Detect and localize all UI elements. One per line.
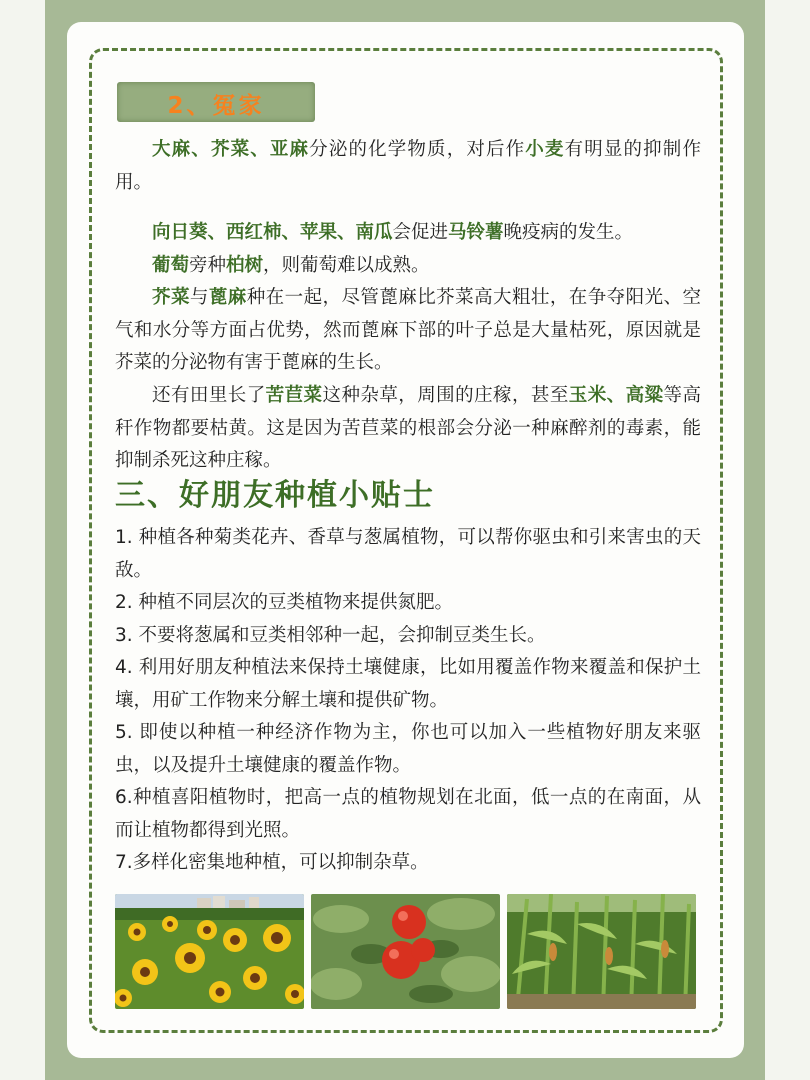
body-text: 晚疫病的发生。 (503, 222, 634, 243)
highlight-term: 葡萄 (152, 255, 190, 276)
highlight-term: 芥菜 (152, 287, 190, 308)
body-text: 种在一起，尽管蓖麻比芥菜高大粗壮，在争夺阳光、空气和水分等方面占优势，然而蓖麻下部的叶子总是大量枯死，原因就是芥菜的分泌物有害于蓖麻的生长。 (115, 287, 701, 373)
paragraph-2 (115, 217, 701, 250)
tip-item: 6.种植喜阳植物时，把高一点的植物规划在北面，低一点的在南面，从而让植物都得到光照。 (115, 787, 701, 841)
highlight-term: 玉米、高粱 (568, 385, 664, 406)
tip-item: 2. 种植不同层次的豆类植物来提供氮肥。 (115, 592, 454, 613)
body-text: 会促进 (392, 222, 449, 243)
corn-photo (507, 894, 696, 1009)
highlight-term: 向日葵、西红柿、苹果、南瓜 (152, 222, 393, 243)
paragraph-5 (115, 380, 701, 478)
section-tag (117, 82, 315, 122)
right-margin (765, 0, 810, 1080)
corn-image (507, 894, 696, 1009)
tip-item: 7.多样化密集地种植，可以抑制杂草。 (115, 852, 429, 873)
photo-row (115, 894, 695, 1009)
sunflower-photo (115, 894, 304, 1009)
tip-item: 1. 种植各种菊类花卉、香草与葱属植物，可以帮你驱虫和引来害虫的天敌。 (115, 527, 701, 581)
tip-item: 3. 不要将葱属和豆类相邻种一起，会抑制豆类生长。 (115, 624, 546, 646)
body-text: 有明显的抑制作用。 (115, 139, 701, 193)
paragraph-4 (115, 282, 701, 380)
tomato-photo (311, 894, 500, 1009)
body-text: 还有田里长了 (152, 385, 266, 406)
content-card (67, 22, 744, 1058)
section-tag-label: 2、冤家 (167, 93, 265, 119)
body-text: 分泌的化学物质，对后作 (309, 139, 526, 160)
highlight-term: 苦苣菜 (265, 385, 323, 406)
left-margin (0, 0, 45, 1080)
highlight-term: 马铃薯 (448, 222, 504, 243)
highlight-term: 大麻、芥菜、亚麻 (152, 139, 310, 160)
body-text: 与 (189, 287, 209, 308)
tip-item: 5. 即使以种植一种经济作物为主，你也可以加入一些植物好朋友来驱虫，以及提升土壤健康的覆盖作物。 (115, 722, 701, 776)
highlight-term: 小麦 (525, 139, 565, 160)
tomato-image (311, 894, 500, 1009)
highlight-term: 柏树 (226, 255, 264, 276)
body-text: 等高秆作物都要枯黄。这是因为苦苣菜的根部会分泌一种麻醉剂的毒素，能抑制杀死这种庄稼。 (115, 385, 701, 471)
paragraph-1 (115, 134, 701, 199)
body-text: 这种杂草，周围的庄稼，甚至 (322, 385, 569, 406)
tips-list (115, 522, 701, 880)
paragraph-3 (115, 250, 701, 283)
body-text: ，则葡萄难以成熟。 (263, 255, 430, 276)
tips-heading: 三、好朋友种植小贴士 (115, 478, 435, 513)
highlight-term: 蓖麻 (208, 287, 247, 308)
tip-item: 4. 利用好朋友种植法来保持土壤健康，比如用覆盖作物来覆盖和保护土壤，用矿工作物来分解土壤和提供矿物。 (115, 657, 701, 711)
sunflower-image (115, 894, 304, 1009)
body-text: 旁种 (189, 255, 227, 276)
